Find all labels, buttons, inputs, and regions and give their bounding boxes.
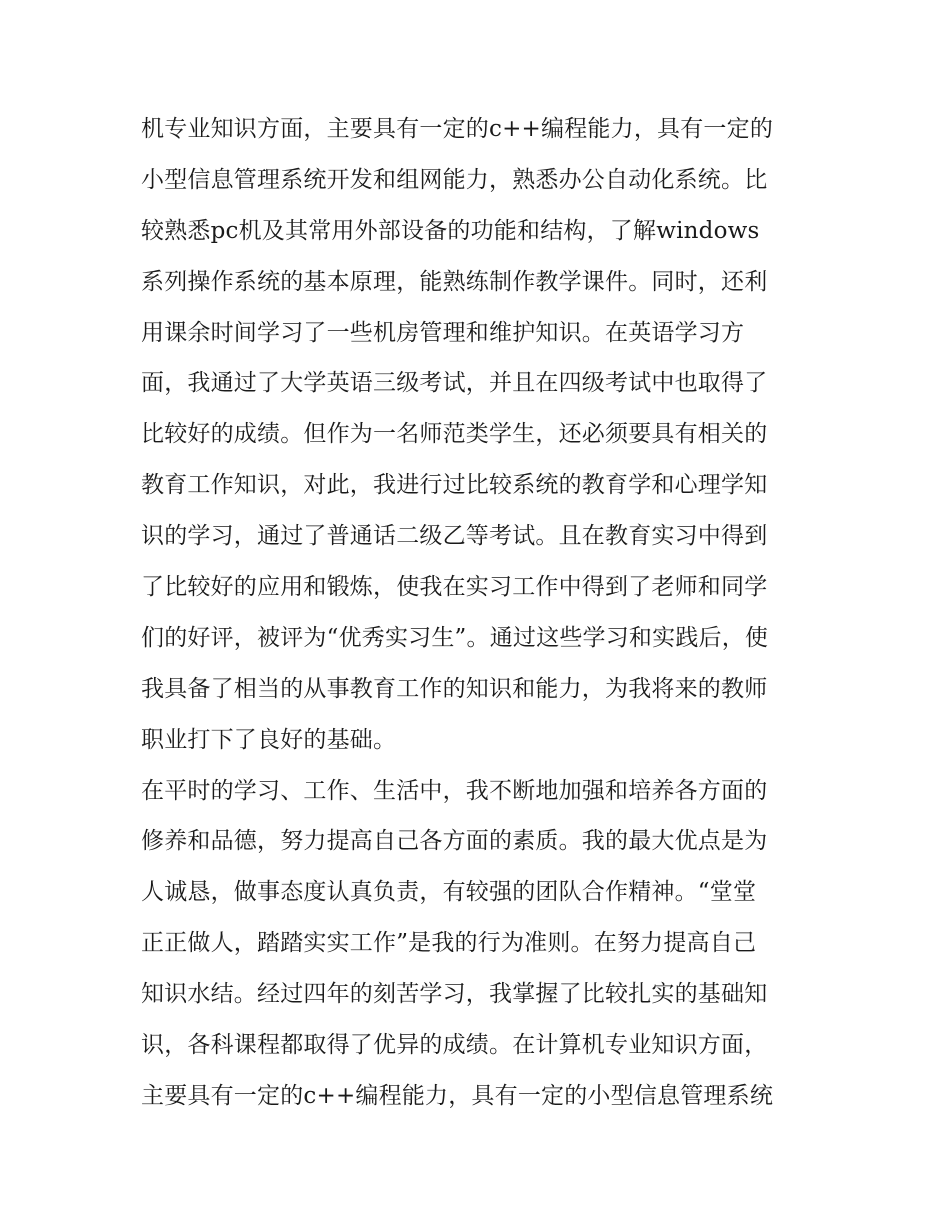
text-line: 小型信息管理系统开发和组网能力，熟悉办公自动化系统。比 (141, 166, 768, 193)
text-line: 了比较好的应用和锻炼，使我在实习工作中得到了老师和同学 (141, 574, 768, 601)
text-line: 修养和品德，努力提高自己各方面的素质。我的最大优点是为 (141, 828, 768, 855)
text-line: 面，我通过了大学英语三级考试，并且在四级考试中也取得了 (141, 370, 768, 397)
text-line: 识，各科课程都取得了优异的成绩。在计算机专业知识方面， (141, 1032, 768, 1059)
text-line: 教育工作知识，对此，我进行过比较系统的教育学和心理学知 (141, 472, 768, 499)
text-line: 用课余时间学习了一些机房管理和维护知识。在英语学习方 (141, 319, 745, 346)
text-line: 人诚恳，做事态度认真负责，有较强的团队合作精神。“堂堂 (141, 879, 757, 906)
text-line: 系列操作系统的基本原理，能熟练制作教学课件。同时，还利 (141, 268, 768, 295)
text-line: 在平时的学习、工作、生活中，我不断地加强和培养各方面的 (141, 777, 768, 804)
text-line: 机专业知识方面，主要具有一定的c++编程能力，具有一定的 (141, 116, 774, 142)
text-line: 比较好的成绩。但作为一名师范类学生，还必须要具有相关的 (141, 421, 768, 448)
text-line: 我具备了相当的从事教育工作的知识和能力，为我将来的教师 (141, 675, 768, 702)
text-line: 们的好评，被评为“优秀实习生”。通过这些学习和实践后，使 (141, 624, 769, 651)
text-line: 知识水结。经过四年的刻苦学习，我掌握了比较扎实的基础知 (141, 981, 768, 1008)
text-line: 主要具有一定的c++编程能力，具有一定的小型信息管理系统 (141, 1082, 774, 1109)
text-line: 较熟悉pc机及其常用外部设备的功能和结构，了解windows (141, 217, 760, 244)
document-body (141, 104, 821, 1122)
text-line: 职业打下了良好的基础。 (141, 726, 397, 753)
text-line: 正正做人，踏踏实实工作”是我的行为准则。在努力提高自己 (141, 930, 757, 957)
text-line: 识的学习，通过了普通话二级乙等考试。且在教育实习中得到 (141, 523, 768, 550)
